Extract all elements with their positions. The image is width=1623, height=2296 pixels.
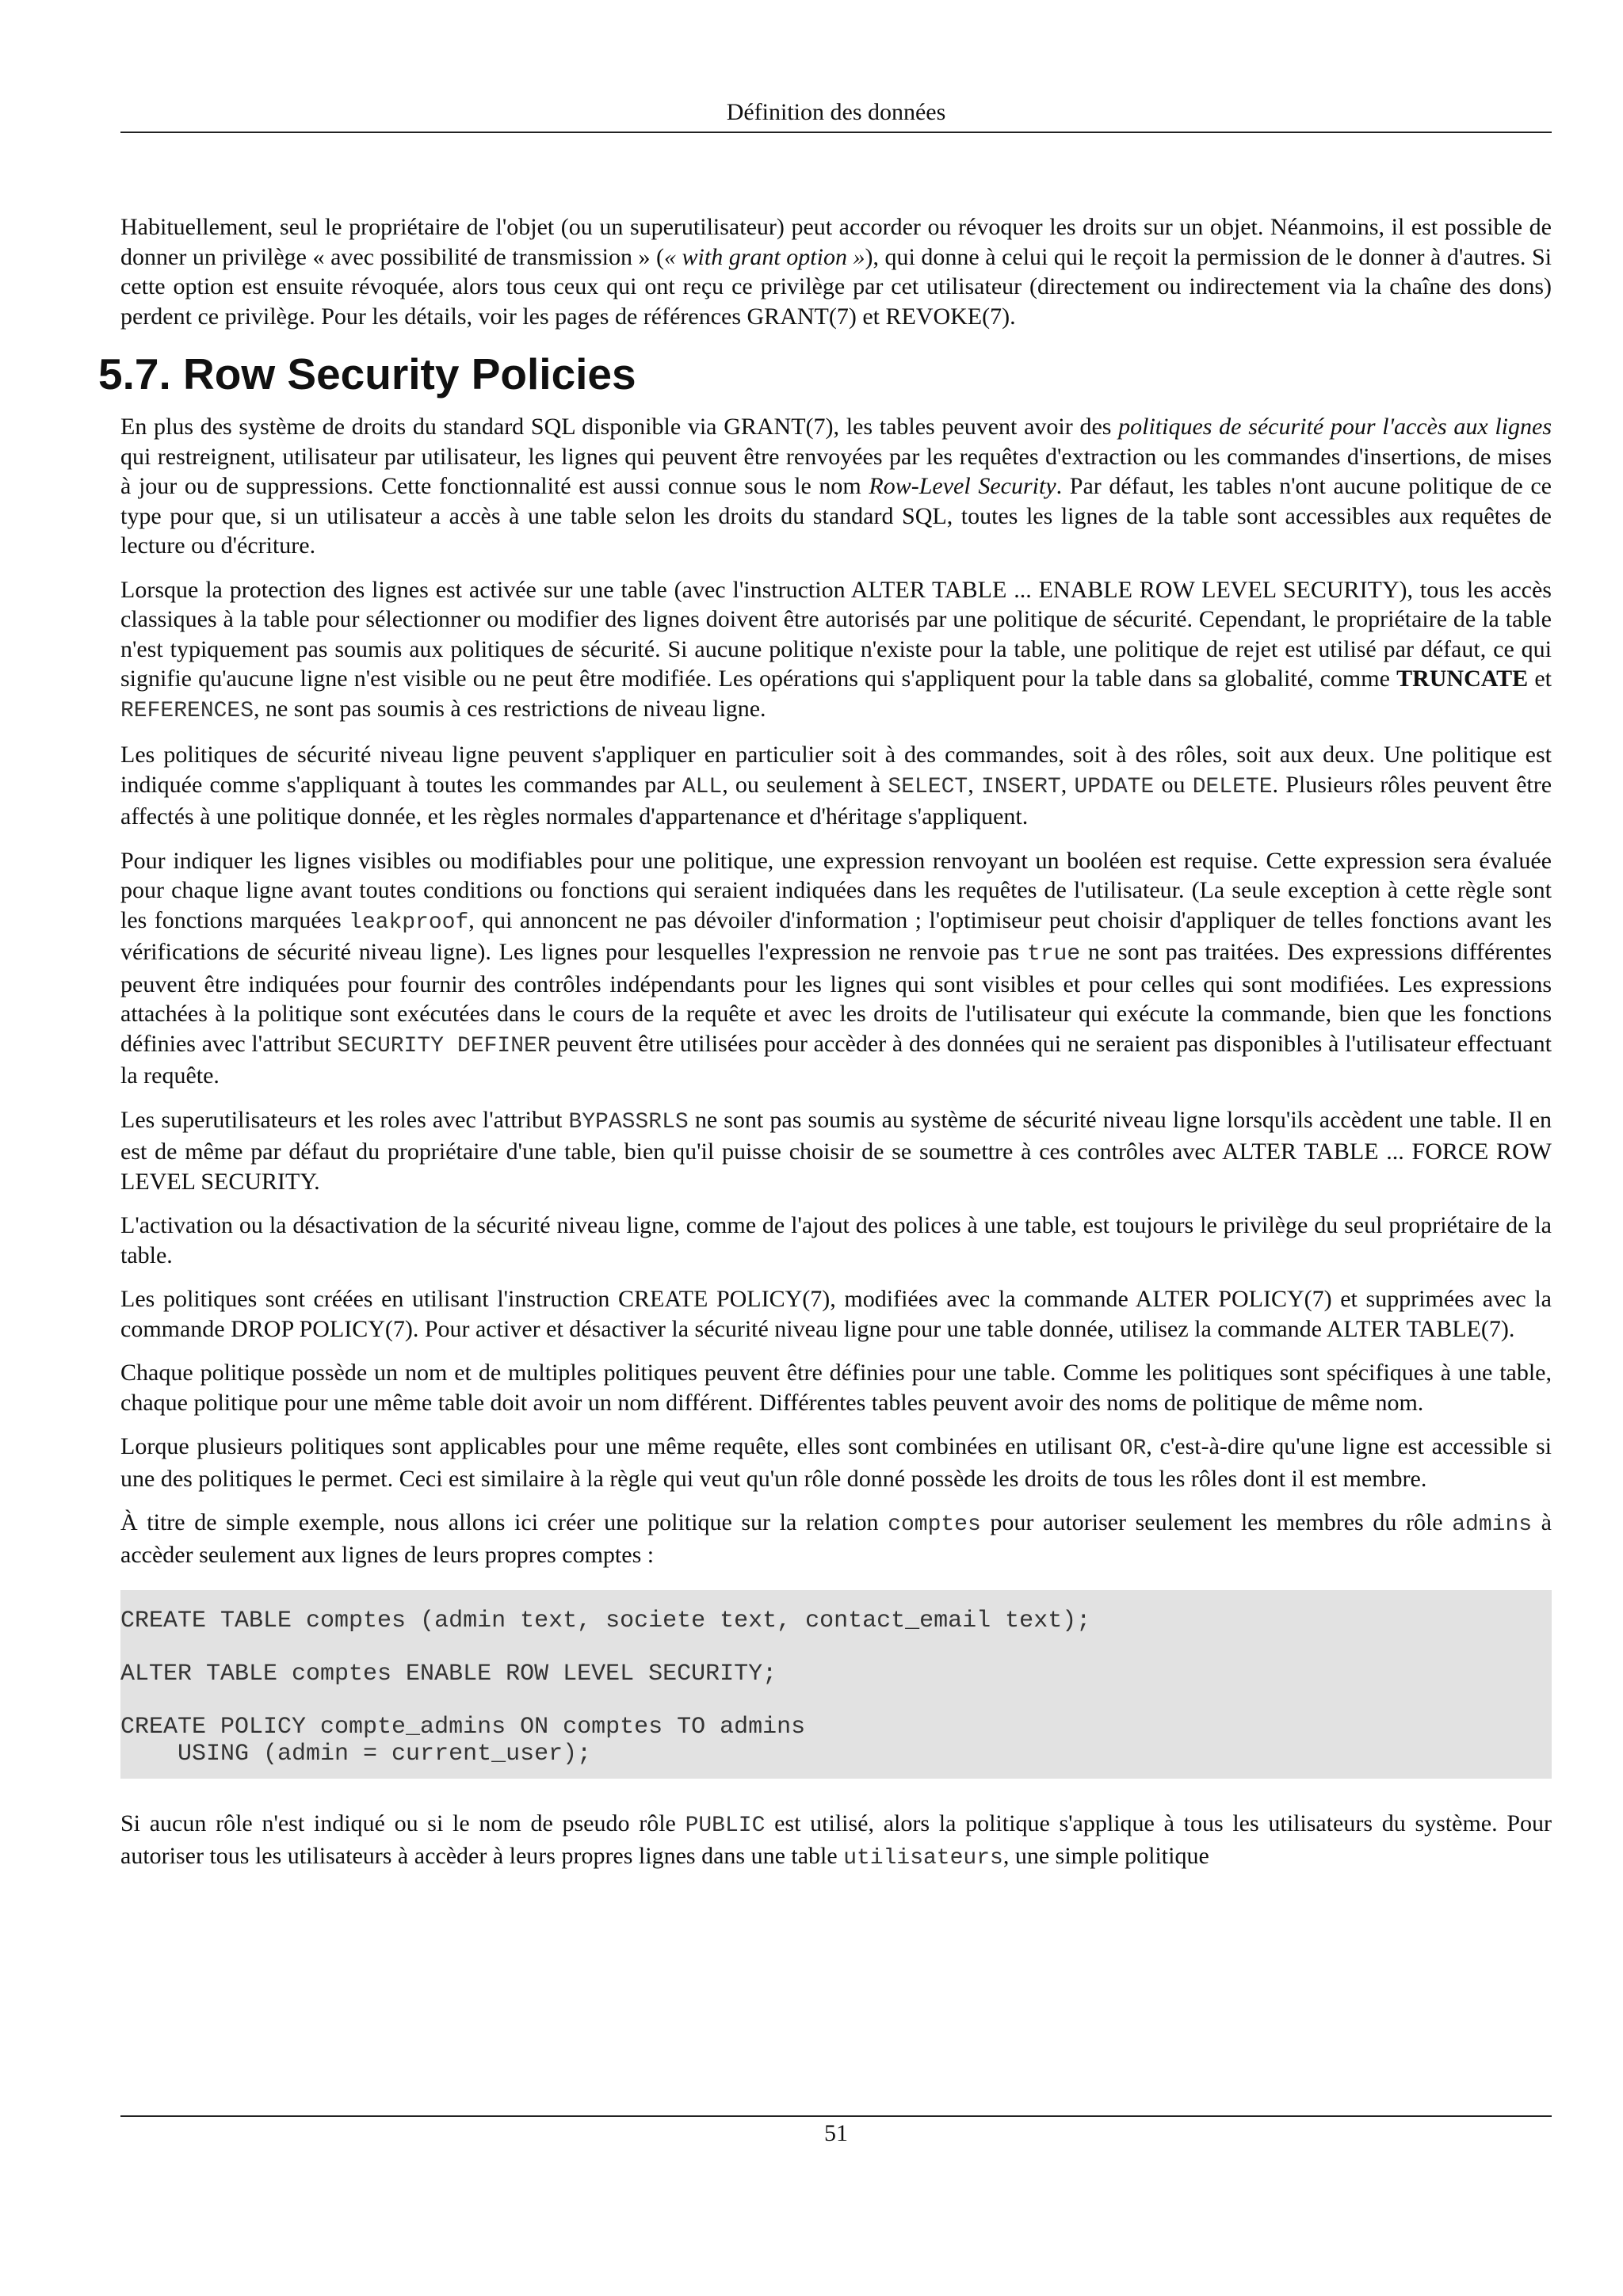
code-line: CREATE TABLE comptes (admin text, societe text, contact_email text); bbox=[120, 1608, 1091, 1634]
text-run: Si aucun rôle n'est indiqué ou si le nom de pseudo rôle bbox=[120, 1810, 685, 1836]
paragraph-11 bbox=[120, 1809, 1552, 1873]
paragraph-9 bbox=[120, 1432, 1552, 1493]
code-literal: OR bbox=[1119, 1436, 1147, 1461]
text-run: , bbox=[968, 771, 981, 798]
paragraph-1 bbox=[120, 412, 1552, 561]
text-run: pour autoriser seulement les membres du rôle bbox=[980, 1509, 1453, 1535]
text-run: qui restreignent, utilisateur par utilisateur, les lignes qui peuvent être renvoyées par les requêtes d'extraction ou les commandes d'insertions, de mises à jour ou de suppressions. Cette fonctionnalité est aussi connue sous le nom bbox=[120, 443, 1552, 499]
code-literal: SECURITY DEFINER bbox=[337, 1033, 551, 1058]
page-number: 51 bbox=[824, 2120, 848, 2146]
text-run: peuvent être utilisées pour accèder à des données qui ne seraient pas disponibles à l'utilisateur effectuant la requête. bbox=[120, 1030, 1552, 1089]
text-run: à accèder seulement aux lignes de leurs propres comptes : bbox=[120, 1509, 1552, 1568]
code-literal: DELETE bbox=[1192, 774, 1273, 799]
text-run: Pour indiquer les lignes visibles ou modifiables pour une politique, une expression renvoyant un booléen est requise. Cette expression sera évaluée pour chaque ligne avant toutes conditions ou fonctions qui seraient indiquées dans les requêtes de l'utilisateur. (La seule exception à cette règle sont les fonctions marquées bbox=[120, 847, 1552, 933]
text-run: . Plusieurs rôles peuvent être affectés à une politique donnée, et les règles normales d'appartenance et d'héritage s'appliquent. bbox=[120, 771, 1552, 830]
code-literal: UPDATE bbox=[1074, 774, 1155, 799]
text-run: ne sont pas traitées. Des expressions différentes peuvent être indiquées pour fournir des contrôles indépendants pour les lignes qui sont visibles et pour celles qui sont modifiées. Les expressions attachées à la politique sont exécutées dans le cours de la requête et avec les droits de l'utilisateur qui exécute la commande, bien que les fonctions définies avec l'attribut bbox=[120, 939, 1552, 1057]
paragraph-4 bbox=[120, 846, 1552, 1091]
code-literal: PUBLIC bbox=[685, 1814, 766, 1838]
code-literal: SELECT bbox=[888, 774, 968, 799]
text-run: , une simple politique bbox=[1002, 1842, 1209, 1869]
paragraph-8: Chaque politique possède un nom et de multiples politiques peuvent être définies pour une table. Comme les politiques sont spécifiques à une table, chaque politique pour une même table doit avoir un nom différent. Différentes tables peuvent avoir des noms de politique de même nom. bbox=[120, 1360, 1552, 1416]
text-run: , ou seulement à bbox=[722, 771, 888, 798]
text-run: , c'est-à-dire qu'une ligne est accessible si une des politiques le permet. Ceci est similaire à la règle qui veut qu'un rôle donné possède les droits de tous les rôles dont il est membre. bbox=[120, 1433, 1552, 1492]
code-literal: REFERENCES bbox=[120, 698, 254, 723]
italic-term: politiques de sécurité pour l'accès aux lignes bbox=[1118, 414, 1552, 440]
code-line: ALTER TABLE comptes ENABLE ROW LEVEL SECURITY; bbox=[120, 1661, 777, 1688]
header-title: Définition des données bbox=[726, 99, 946, 125]
code-literal: INSERT bbox=[980, 774, 1061, 799]
document-body bbox=[98, 212, 1552, 1887]
text-run: Les superutilisateurs et les roles avec l'attribut bbox=[120, 1106, 569, 1133]
text-run: et bbox=[1528, 666, 1552, 692]
code-literal: utilisateurs bbox=[843, 1845, 1003, 1871]
text-run: Habituellement, seul le propriétaire de l'objet (ou un superutilisateur) peut accorder ou révoquer les droits sur un objet. Néanmoins, il est possible de donner un privilège « avec possibilité de transmission » ( bbox=[120, 214, 1552, 270]
page-header bbox=[120, 93, 1552, 133]
code-example-block bbox=[120, 1590, 1552, 1779]
text-run: , bbox=[1060, 771, 1075, 798]
text-run: À titre de simple exemple, nous allons ici créer une politique sur la relation bbox=[120, 1509, 888, 1535]
text-run: ou bbox=[1154, 771, 1193, 798]
code-literal: BYPASSRLS bbox=[568, 1109, 689, 1135]
text-run: , ne sont pas soumis à ces restrictions de niveau ligne. bbox=[254, 695, 766, 722]
paragraph-3 bbox=[120, 740, 1552, 832]
section-heading: 5.7. Row Security Policies bbox=[98, 349, 636, 399]
page-footer bbox=[120, 2115, 1552, 2147]
paragraph-2 bbox=[120, 575, 1552, 727]
code-line: USING (admin = current_user); bbox=[120, 1741, 592, 1768]
code-literal: true bbox=[1026, 942, 1081, 967]
text-run: est utilisé, alors la politique s'applique à tous les utilisateurs du système. Pour autoriser tous les utilisateurs à accèder à leurs propres lignes dans une table bbox=[120, 1810, 1552, 1869]
intro-paragraph bbox=[120, 212, 1552, 331]
text-run: . Par défaut, les tables n'ont aucune politique de ce type pour que, si un utilisateur a accès à une table selon les droits du standard SQL, toutes les lignes de la table sont accessibles aux requêtes de lecture ou d'écriture. bbox=[120, 473, 1552, 559]
italic-term: « with grant option » bbox=[664, 243, 865, 270]
code-literal: leakproof bbox=[349, 910, 469, 935]
paragraph-7: Les politiques sont créées en utilisant l'instruction CREATE POLICY(7), modifiées avec la commande ALTER POLICY(7) et supprimées avec la commande DROP POLICY(7). Pour activer et désactiver la sécurité niveau ligne pour une table donnée, utilisez la commande ALTER TABLE(7). bbox=[120, 1286, 1552, 1342]
code-literal: ALL bbox=[682, 774, 723, 799]
text-run: , qui annoncent ne pas dévoiler d'information ; l'optimiseur peut choisir d'appliquer de telles fonctions avant les vérifications de sécurité niveau ligne). Les lignes pour lesquelles l'expression ne renvoie pas bbox=[120, 906, 1552, 965]
text-run: Lorque plusieurs politiques sont applicables pour une même requête, elles sont combinées en utilisant bbox=[120, 1433, 1120, 1459]
text-run: Les politiques de sécurité niveau ligne peuvent s'appliquer en particulier soit à des commandes, soit à des rôles, soit aux deux. Une politique est indiquée comme s'appliquant à toutes les commandes par bbox=[120, 742, 1552, 798]
code-literal: comptes bbox=[888, 1512, 981, 1537]
text-run: Lorsque la protection des lignes est activée sur une table (avec l'instruction ALTER TABLE ... ENABLE ROW LEVEL SECURITY), tous les accès classiques à la table pour sélectionner ou modifier des lignes doivent être autorisés par une politique de sécurité. Cependant, le propriétaire de la table n'est typiquement pas soumis aux politiques de sécurité. Si aucune politique n'existe pour la table, une politique de rejet est utilisé par défaut, ce qui signifie qu'aucune ligne n'est visible ou ne peut être modifiée. Les opérations qui s'appliquent pour la table dans sa globalité, comme bbox=[120, 576, 1552, 692]
bold-command: TRUNCATE bbox=[1396, 666, 1529, 692]
text-run: ne sont pas soumis au système de sécurité niveau ligne lorsqu'ils accèdent une table. Il en est de même par défaut du propriétaire d'une table, bien qu'il puisse choisir de se soumettre à ces contrôles avec ALTER TABLE ... FORCE ROW LEVEL SECURITY. bbox=[120, 1106, 1552, 1195]
text-run: En plus des système de droits du standard SQL disponible via GRANT(7), les tables peuvent avoir des bbox=[120, 414, 1119, 440]
italic-term: Row-Level Security bbox=[869, 473, 1056, 499]
text-run: ), qui donne à celui qui le reçoit la permission de le donner à d'autres. Si cette option est ensuite révoquée, alors tous ceux qui ont reçu ce privilège par cet utilisateur (directement ou indirectement via la chaîne des dons) perdent ce privilège. Pour les détails, voir les pages de références GRANT(7) et REVOKE(7). bbox=[120, 243, 1552, 330]
paragraph-5 bbox=[120, 1105, 1552, 1197]
paragraph-10 bbox=[120, 1508, 1552, 1569]
paragraph-6: L'activation ou la désactivation de la sécurité niveau ligne, comme de l'ajout des polices à une table, est toujours le privilège du seul propriétaire de la table. bbox=[120, 1212, 1552, 1268]
code-line: CREATE POLICY compte_admins ON comptes TO admins bbox=[120, 1714, 806, 1741]
code-literal: admins bbox=[1452, 1512, 1533, 1537]
